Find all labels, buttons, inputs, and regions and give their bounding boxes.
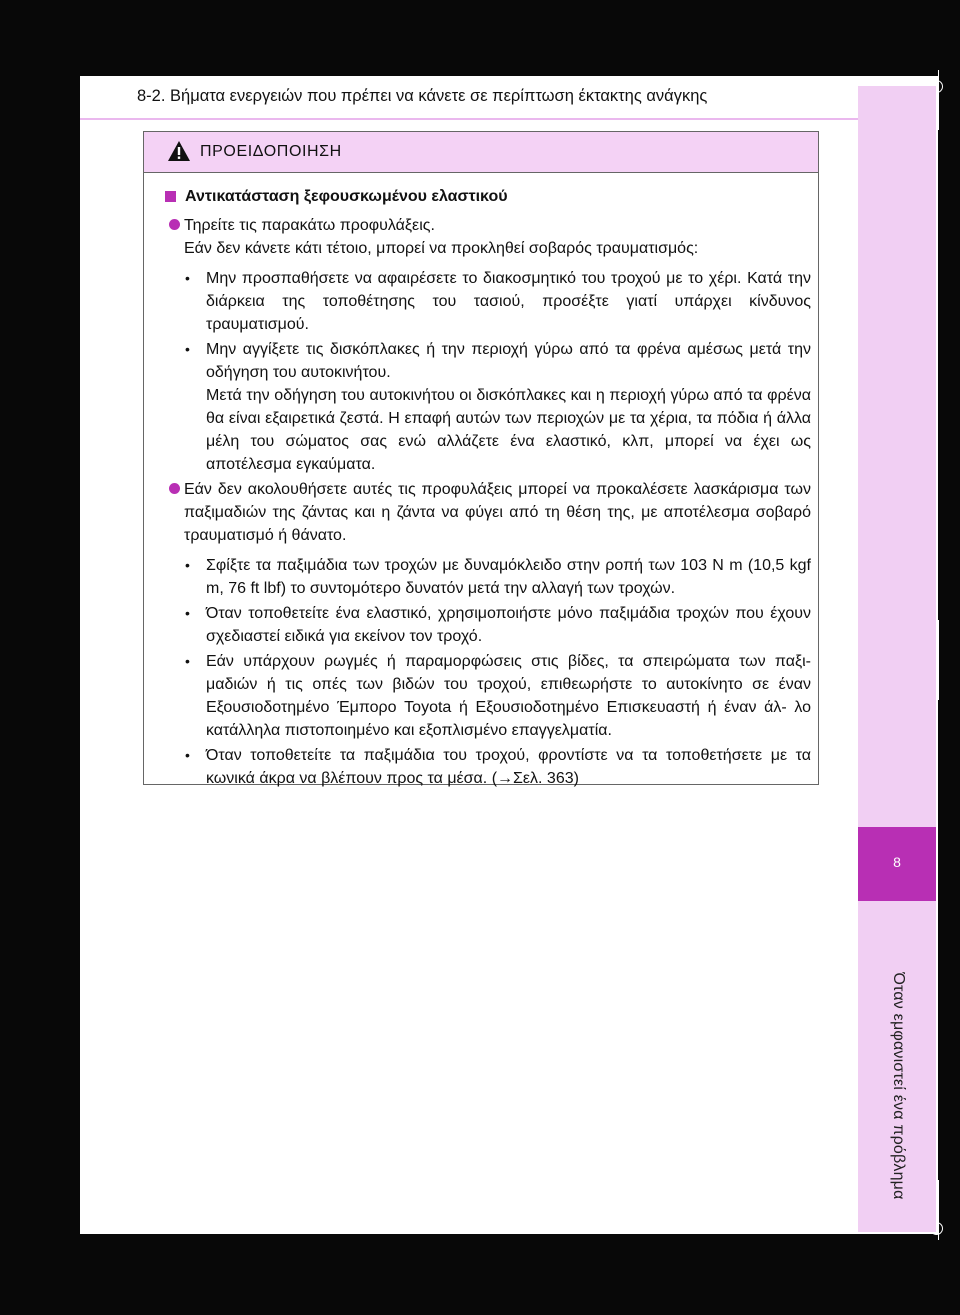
crop-mark xyxy=(938,620,939,700)
bullet-item: • Μην αγγίξετε τις δισκόπλακες ή την περιοχή γύρω από τα φρένα αμέσως μετά την οδήγηση του αυτοκινήτου. Μετά την οδήγηση του αυτοκινήτου οι δισκόπλακες και η περιοχή γύρω από τα φρένα θα είναι εξαιρετικά ζεστά. Η επαφή αυτών των περιοχών με τα χέρια, τα πόδια ή άλλα μέλη του σώματος σας ενώ αλλάζετε ένα ελαστικό, κλπ, μπορεί να έχει ως αποτέλεσμα εγκαύματα. xyxy=(185,341,811,473)
round-bullet-icon xyxy=(169,219,180,230)
warning-title: ΠΡΟΕΙΔΟΠΟΙΗΣΗ xyxy=(200,143,342,160)
bullet-list xyxy=(164,267,811,476)
crop-mark xyxy=(938,70,939,130)
warning-triangle-icon xyxy=(167,140,191,167)
bullet-item: • Μην προσπαθήσετε να αφαιρέσετε το διακοσμητικό του τροχού με το χέρι. Κατά την διάρκεια της τοποθέτησης του τασιού, προσέξτε γιατί υπάρχει κίνδυνος τραυματισμού. xyxy=(185,270,811,333)
section-title: Αντικατάσταση ξεφουσκωμένου ελαστικού xyxy=(164,185,811,208)
warning-content xyxy=(144,172,818,790)
bullet-item: • Όταν τοποθετείτε ένα ελαστικό, χρησιμοποιήστε μόνο παξιμάδια τροχών που έχουν σχεδιαστεί ειδικά για εκείνον τον τροχό. xyxy=(185,605,811,645)
chapter-number-tab[interactable]: 8 xyxy=(858,827,936,901)
warning-box xyxy=(143,131,819,785)
header-divider xyxy=(80,118,858,120)
list-item: Εάν δεν ακολουθήσετε αυτές τις προφυλάξεις μπορεί να προκαλέσετε λασκάρισμα των παξιμαδιών της ζάντας και η ζάντα να φύγει από τη θέση της, με αποτέλεσμα σοβαρό τραυματισμό ή θάνατο. • Σφίξτε τα παξιμάδια των τροχών με δυναμόκλειδο στην ροπή των 103 N m (10,5 kgf m, 76 ft lbf) το συντομότερο δυνατόν μετά την αλλαγή των τροχών. • Όταν τοποθετείτε ένα ελαστικό, χρησιμοποιήστε μόνο παξιμάδια τροχών που έχουν σχεδιαστεί ειδικά για εκείνον τον τροχό. • Εάν υπάρχουν ρωγμές ή παραμορφώσεις στις βίδες, τα σπειρώματα των παξι- μαδιών ή τις οπές των βιδών του τροχού, επιθεωρήστε το αυτοκίνητο σε έναν Εξουσιοδοτημένο Έμπορο Toyota ή Εξουσιοδοτημένο Επισκευαστή ή έναν άλ- λο κατάλληλα πιστοποιημένο και εξοπλισμένο επαγγελματία. • Όταν τοποθετείτε τα παξιμάδια του τροχού, φροντίστε να τα τοποθετήσετε με τα κωνικά άκρα να βλέπουν προς τα μέσα. (→Σελ. 363) xyxy=(164,478,811,790)
round-bullet-icon xyxy=(169,483,180,494)
bullet-item: • Σφίξτε τα παξιμάδια των τροχών με δυναμόκλειδο στην ροπή των 103 N m (10,5 kgf m, 76 ft lbf) το συντομότερο δυνατόν μετά την αλλαγή των τροχών. xyxy=(185,557,811,597)
page-header-title: 8-2. Βήματα ενεργειών που πρέπει να κάνετε σε περίπτωση έκτακτης ανάγκης xyxy=(137,87,708,105)
list-item: Τηρείτε τις παρακάτω προφυλάξεις. Εάν δεν κάνετε κάτι τέτοιο, μπορεί να προκληθεί σοβαρός τραυματισμός: • Μην προσπαθήσετε να αφαιρέσετε το διακοσμητικό του τροχού με το χέρι. Κατά την διάρκεια της τοποθέτησης του τασιού, προσέξτε γιατί υπάρχει κίνδυνος τραυματισμού. • Μην αγγίξετε τις δισκόπλακες ή την περιοχή γύρω από τα φρένα αμέσως μετά την οδήγηση του αυτοκινήτου. Μετά την οδήγηση του αυτοκινήτου οι δισκόπλακες και η περιοχή γύρω από τα φρένα θα είναι εξαιρετικά ζεστά. Η επαφή αυτών των περιοχών με τα χέρια, τα πόδια ή άλλα μέλη του σώματος σας ενώ αλλάζετε ένα ελαστικό, κλπ, μπορεί να έχει ως αποτέλεσμα εγκαύματα. xyxy=(164,214,811,476)
square-bullet-icon xyxy=(165,191,176,202)
bullet-item: • Εάν υπάρχουν ρωγμές ή παραμορφώσεις στις βίδες, τα σπειρώματα των παξι- μαδιών ή τις οπές των βιδών του τροχού, επιθεωρήστε το αυτοκίνητο σε έναν Εξουσιοδοτημένο Έμπορο Toyota ή Εξουσιοδοτημένο Επισκευαστή ή έναν άλ- λο κατάλληλα πιστοποιημένο και εξοπλισμένο επαγγελματία. xyxy=(185,653,811,739)
chapter-label: Όταν εμφανιστεί ένα πρόβλημα xyxy=(890,972,907,1200)
bullet-item: • Όταν τοποθετείτε τα παξιμάδια του τροχού, φροντίστε να τα τοποθετήσετε με τα κωνικά άκρα να βλέπουν προς τα μέσα. (→Σελ. 363) xyxy=(185,747,811,787)
bullet-list xyxy=(164,554,811,790)
warning-header xyxy=(144,132,818,173)
